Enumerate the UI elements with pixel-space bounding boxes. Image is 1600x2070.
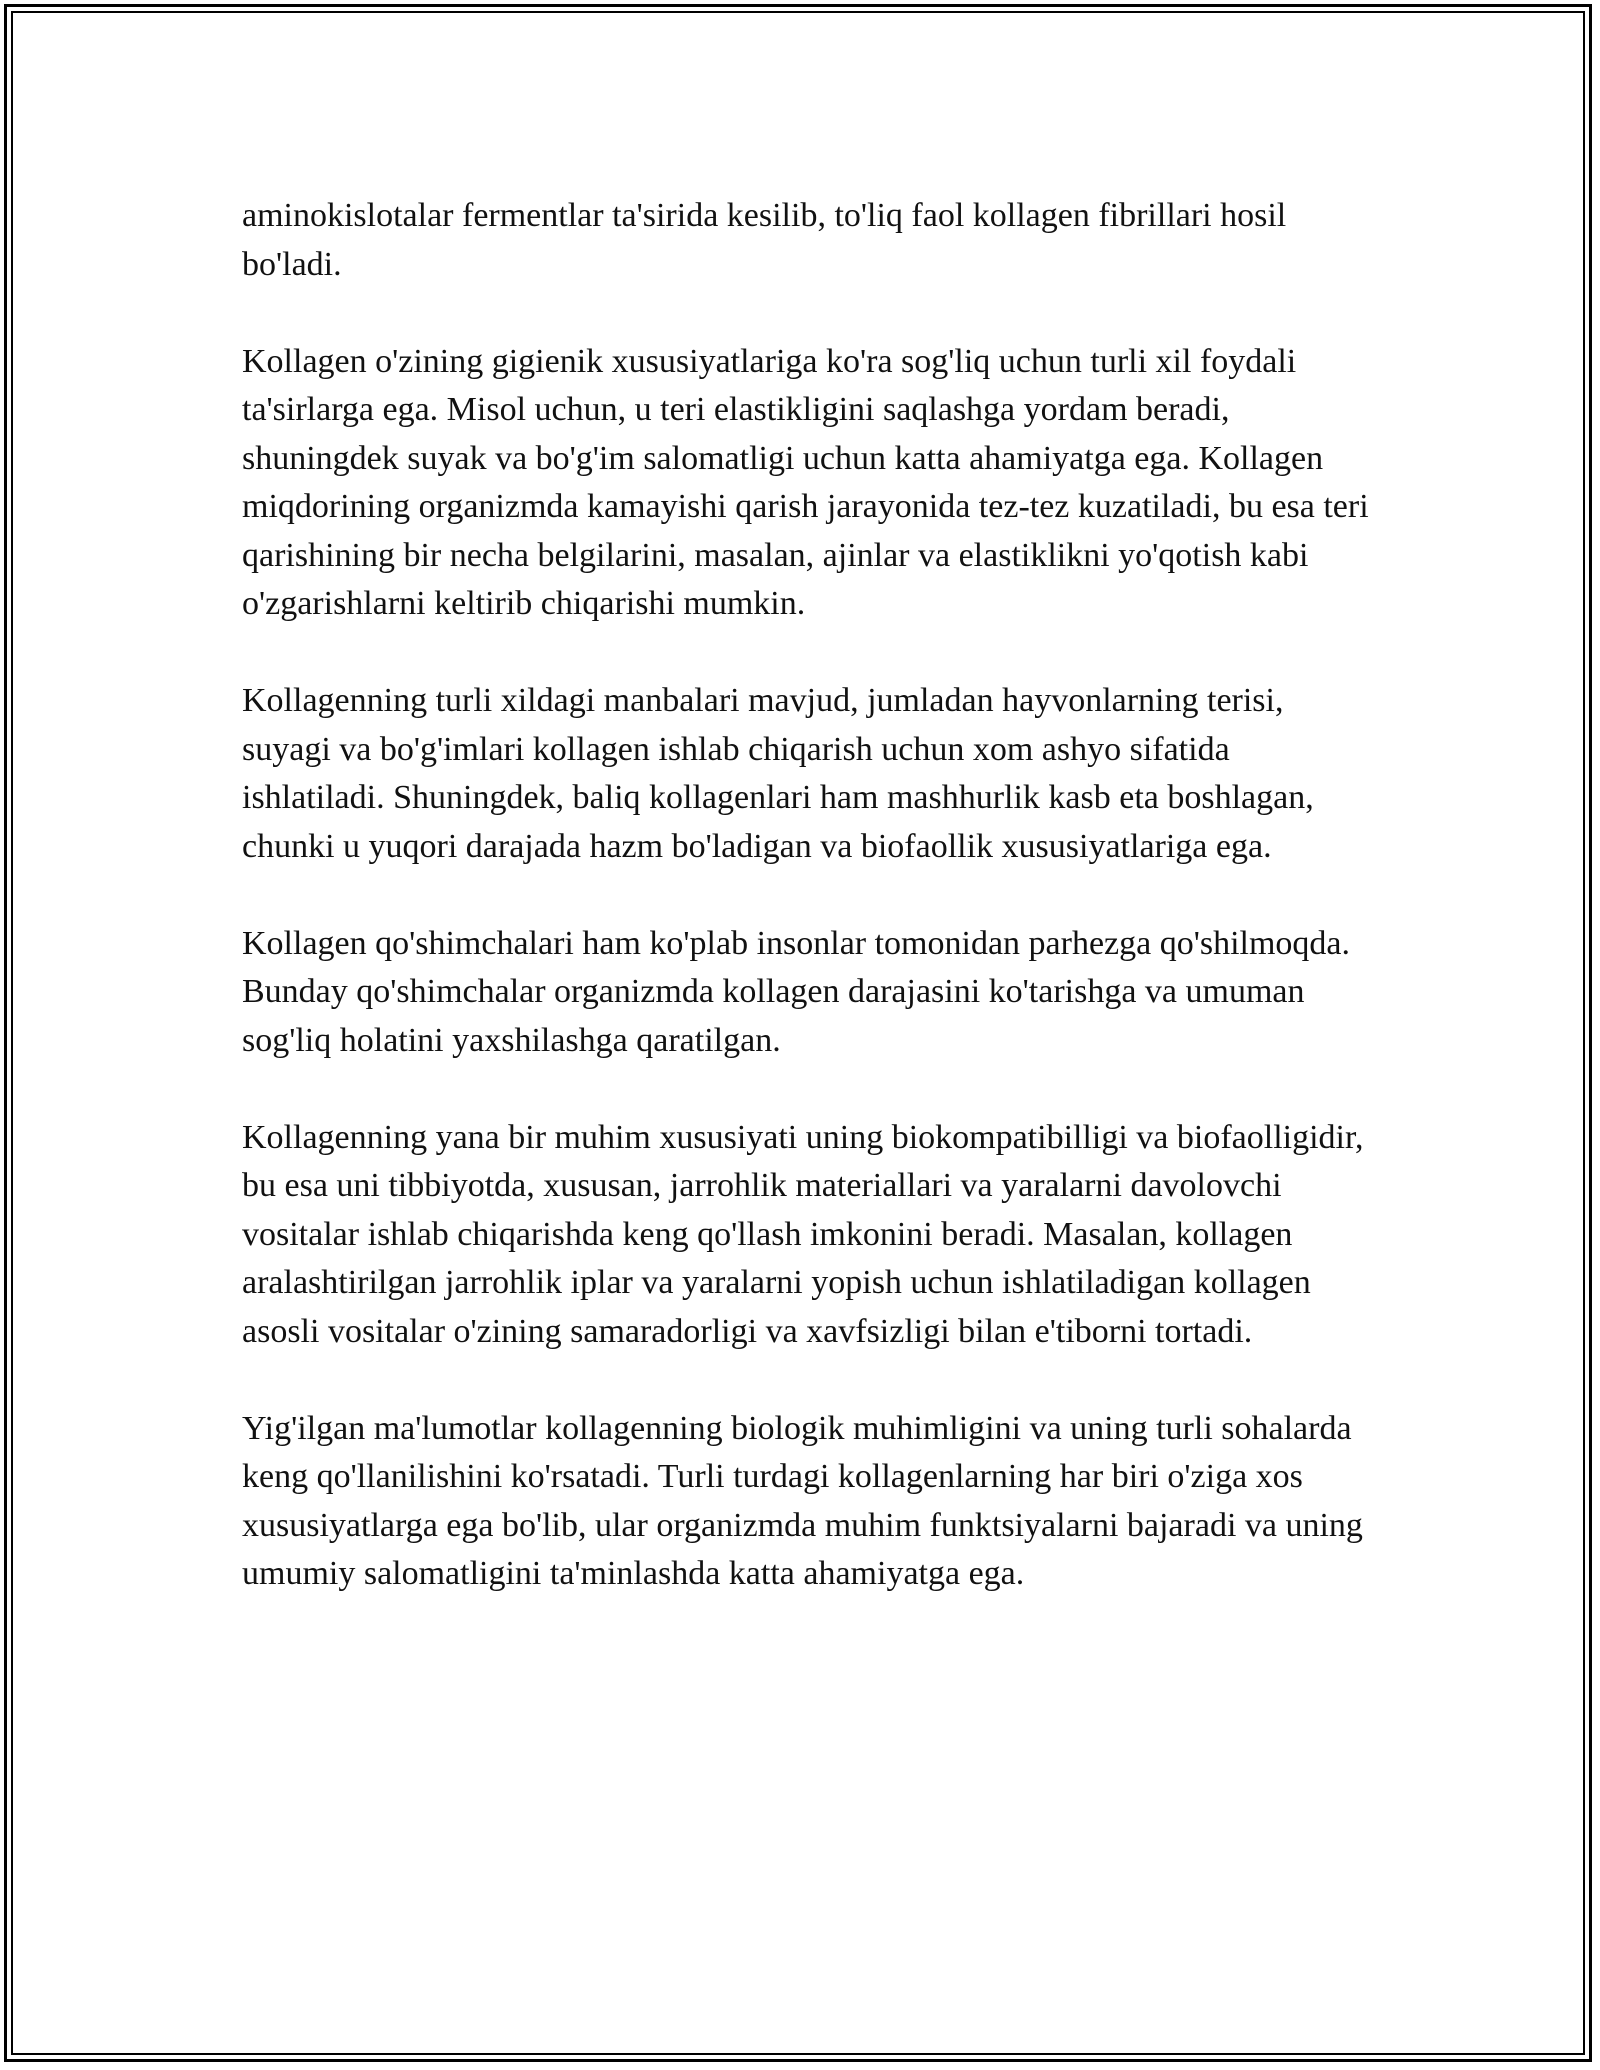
paragraph-4: Kollagen qo'shimchalari ham ko'plab insonlar tomonidan parhezga qo'shilmoqda. Bunday qo'shimchalar organizmda kollagen darajasini ko'tarishga va umuman sog'liq holatini yaxshilashga qaratilgan. bbox=[242, 924, 1351, 1059]
paragraph-3: Kollagenning turli xildagi manbalari mavjud, jumladan hayvonlarning terisi, suyagi va bo'g'imlari kollagen ishlab chiqarish uchun xom ashyo sifatida ishlatiladi. Shuningdek, baliq kollagenlari ham mashhurlik kasb eta boshlagan, chunki u yuqori darajada hazm bo'ladigan va biofaollik xususiyatlariga ega. bbox=[242, 682, 1314, 865]
page-frame bbox=[4, 4, 1592, 2062]
paragraph-2: Kollagen o'zining gigienik xususiyatlariga ko'ra sog'liq uchun turli xil foydali ta'sirlarga ega. Misol uchun, u teri elastikligini saqlashga yordam beradi, shuningdek suyak va bo'g'im salomatligi uchun katta ahamiyatga ega. Kollagen miqdorining organizmda kamayishi qarish jarayonida tez-tez kuzatiladi, bu esa teri qarishining bir necha belgilarini, masalan, ajinlar va elastiklikni yo'qotish kabi o'zgarishlarni keltirib chiqarishi mumkin. bbox=[242, 342, 1369, 622]
paragraph-6: Yig'ilgan ma'lumotlar kollagenning biologik muhimligini va uning turli sohalarda keng qo'llanilishini ko'rsatadi. Turli turdagi kollagenlarning har biri o'ziga xos xususiyatlarga ega bo'lib, ular organizmda muhim funktsiyalarni bajaradi va uning umumiy salomatligini ta'minlashda katta ahamiyatga ega. bbox=[242, 1409, 1363, 1592]
paragraph-5: Kollagenning yana bir muhim xususiyati uning biokompatibilligi va biofaolligidir, bu esa uni tibbiyotda, xususan, jarrohlik materiallari va yaralarni davolovchi vositalar ishlab chiqarishda keng qo'llash imkonini beradi. Masalan, kollagen aralashtirilgan jarrohlik iplar va yaralarni yopish uchun ishlatiladigan kollagen asosli vositalar o'zining samaradorligi va xavfsizligi bilan e'tiborni tortadi. bbox=[242, 1118, 1364, 1350]
paragraph-1: aminokislotalar fermentlar ta'sirida kesilib, to'liq faol kollagen fibrillari hosil bo'ladi. bbox=[242, 197, 1287, 283]
document-body bbox=[242, 192, 1372, 1647]
